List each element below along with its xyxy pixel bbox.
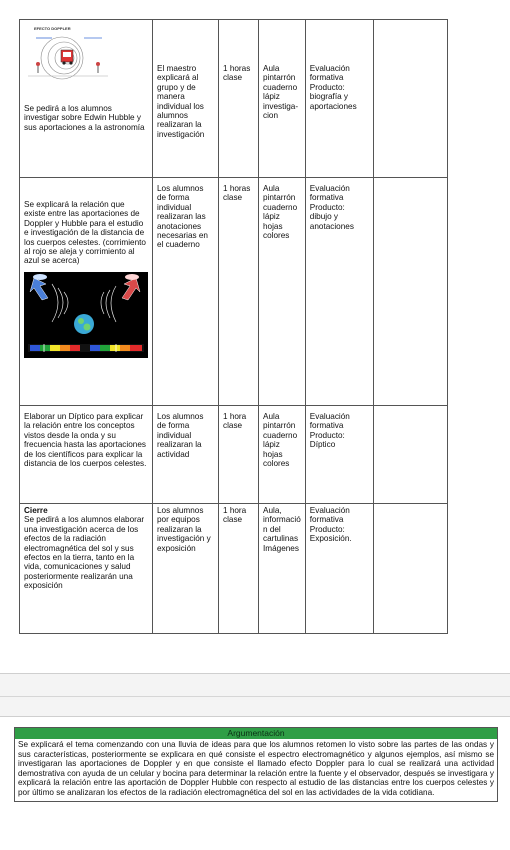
time-cell [219,406,259,504]
activity-cell [20,504,153,634]
argumentacion-box [14,727,498,802]
time-cell [219,20,259,178]
organization-text: Los alumnos de forma individual realizaran la actividad [157,412,204,459]
table-row [20,178,448,406]
argumentacion-text: Se explicará el tema comenzando con una lluvia de ideas para que los alumnos retomen lo visto sobre las partes de las ondas y sus características, posteriormente se explicara en qué consiste el espectro electromagnético y algunos ejemplos, así mismo se investigaran las aportaciones de Doppler y en que consiste el llamado efecto Doppler para lo cual se realizará una actividad demostrativa con ayuda de un celular y bocina para determinar la relación entre la fuente y el observador, después se investigara y explicará la relación entre las aportación de Doppler Hubble con respecto al estudio de las distancias entre los cuerpos celestes y por último se analizaran los efectos de la radiación electromagnética del sol en las actividades de la vida cotidiana. [18,740,494,797]
organization-text: Los alumnos de forma individual realizaran las anotaciones necesarias en el cuaderno [157,184,208,250]
time-cell [219,504,259,634]
image-title: EFECTO DOPPLER [34,26,71,31]
evaluation-cell [305,406,373,504]
resources-cell [259,406,306,504]
evaluation-text: Evaluación formativa Producto: dibujo y anotaciones [309,184,354,231]
lesson-plan-table [19,19,448,634]
table-row [20,406,448,504]
organization-text: El maestro explicará al grupo y de manera individual los alumnos realizaran la investigación [157,64,205,139]
organization-cell [153,406,219,504]
organization-cell [153,504,219,634]
section-title: Cierre [24,506,48,515]
activity-text: Elaborar un Díptico para explicar la relación entre los conceptos vistos desde la onda y su frecuencia hasta las aportaciones de los científicos para explicar la distancia de los cuerpos celestes. [24,412,147,469]
activity-text: Se explicará la relación que existe entre las aportaciones de Doppler y Hubble para el estudio e investigación de la distancia de los cuerpos celestes. (corrimiento al rojo se aleja y corrimiento al azul se acerca) [24,200,146,266]
activity-text: Se pedirá a los alumnos investigar sobre Edwin Hubble y sus aportaciones a la astronomía [24,104,145,132]
table-row [20,504,448,634]
evaluation-text: Evaluación formativa Producto: Exposición. [309,506,352,544]
activity-cell [20,178,153,406]
resources-cell [259,504,306,634]
argumentacion-title: Argumentación [15,728,497,739]
activity-cell [20,406,153,504]
resources-text: Aula pintarrón cuaderno lápiz hojas colores [263,412,298,469]
empty-cell [373,178,447,406]
doppler-effect-image [24,24,112,82]
resources-text: Aula pintarrón cuaderno lápiz investiga-cion [263,64,299,121]
evaluation-cell [305,504,373,634]
evaluation-text: Evaluación formativa Producto: biografía y aportaciones [309,64,357,111]
divider [0,696,510,697]
empty-cell [373,20,447,178]
time-text: 1 horas clase [223,184,251,203]
resources-cell [259,20,306,178]
resources-cell [259,178,306,406]
time-text: 1 hora clase [223,506,247,525]
empty-cell [373,504,447,634]
time-text: 1 hora clase [223,412,247,431]
activity-cell [20,20,153,178]
time-text: 1 horas clase [223,64,251,83]
time-cell [219,178,259,406]
activity-text: Se pedirá a los alumnos elaborar una investigación acerca de los efectos de la radiación electromagnética del sol y sus efectos en la tierra, tanto en la vida, comunicaciones y salud posteriormente realizarán una exposición [24,515,145,591]
page-gap [0,673,510,717]
empty-cell [373,406,447,504]
evaluation-text: Evaluación formativa Producto: Díptico [309,412,350,450]
resources-text: Aula, informació n del cartulinas Imágenes [263,506,301,553]
evaluation-cell [305,20,373,178]
redshift-blueshift-image [24,272,148,358]
resources-text: Aula pintarrón cuaderno lápiz hojas colores [263,184,298,241]
organization-cell [153,20,219,178]
table-row [20,20,448,178]
organization-text: Los alumnos por equipos realizaran la investigación y exposición [157,506,211,553]
evaluation-cell [305,178,373,406]
organization-cell [153,178,219,406]
